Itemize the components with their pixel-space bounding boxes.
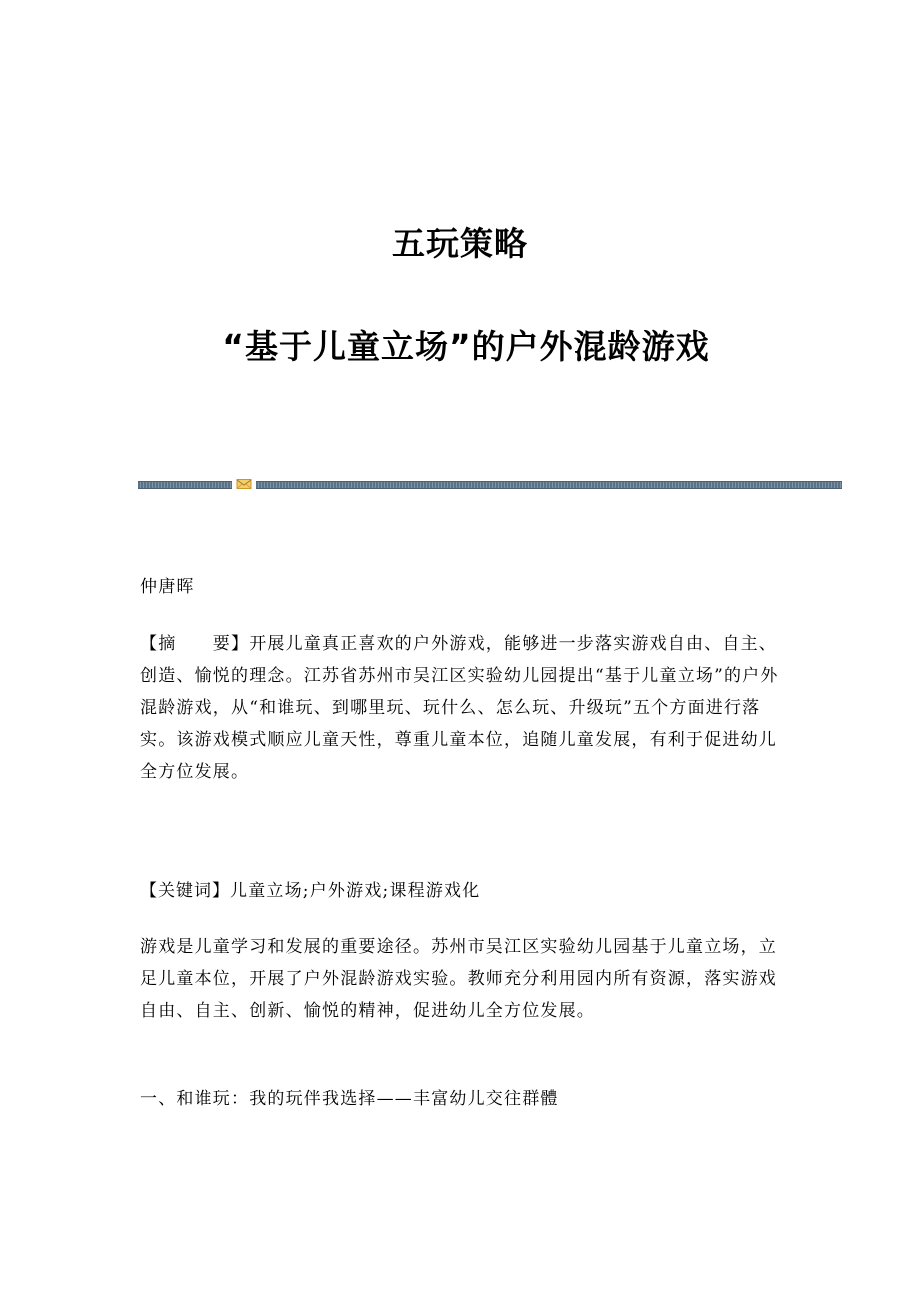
divider-bar-left xyxy=(138,481,232,489)
intro-paragraph: 游戏是儿童学习和发展的重要途径。苏州市吴江区实验幼儿园基于儿童立场，立足儿童本位，开展了户外混龄游戏实验。教师充分利用园内所有资源，落实游戏自由、自主、创新、愉悦的精神，促进幼儿全方位发展。 xyxy=(140,937,777,1021)
author-name: 仲唐晖 xyxy=(140,577,195,597)
document-subtitle: “基于儿童立场”的户外混龄游戏 xyxy=(222,327,710,366)
section-heading: 一、和谁玩：我的玩伴我选择——丰富幼儿交往群體 xyxy=(140,1089,559,1109)
divider-bar-right xyxy=(256,481,842,489)
abstract-text: 开展儿童真正喜欢的户外游戏，能够进一步落实游戏自由、自主、创造、愉悦的理念。江苏省苏州市吴江区实验幼儿园提出“基于儿童立场”的户外混龄游戏，从“和谁玩、到哪里玩、玩什么、怎么玩、升级玩”五个方面进行落实。该游戏模式顺应儿童天性，尊重儿童本位，追随儿童发展，有利于促进幼儿全方位发展。 xyxy=(140,634,779,782)
keywords-text: 儿童立场;户外游戏;课程游戏化 xyxy=(230,881,481,901)
keywords-label: 【关键词】 xyxy=(140,881,230,901)
document-title: 五玩策略 xyxy=(392,224,528,263)
keywords xyxy=(140,875,780,907)
envelope-icon xyxy=(236,478,252,490)
title-divider xyxy=(138,478,842,490)
abstract-label: 【摘 要】 xyxy=(140,634,250,654)
abstract xyxy=(140,628,780,788)
